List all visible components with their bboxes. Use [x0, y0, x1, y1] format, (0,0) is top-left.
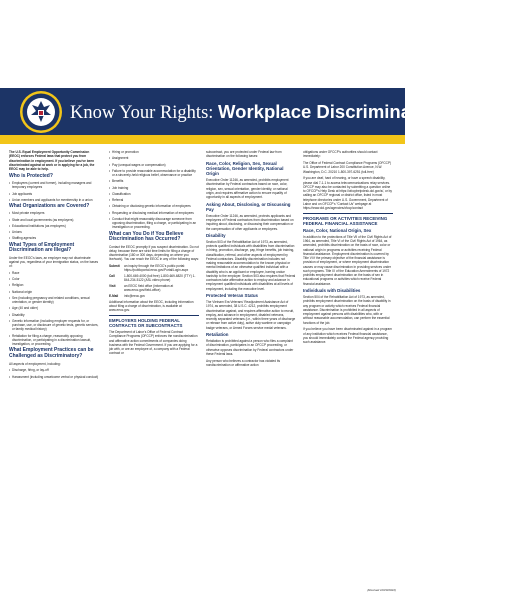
contact-value: 1-800-669-4000 (toll free) 1-800-669-6820 (TTY) 1-844-234-5122 (ASL video phone) — [124, 274, 196, 283]
contact-label: Visit — [109, 284, 116, 289]
disability-text: Section 503 of the Rehabilitation Act of 1973, as amended, protects qualified individuals with disabilities from discrimination in hiring, promotion, discharge, pay, fringe benefits, job training, classification, referral, and other aspects of employment by Federal contractors. Disability discrimination includes not making reasonable accommodation to the known physical or mental limitations of an otherwise qualified individual with a disability who is an applicant or employee, barring undue hardship to the employer. Section 503 also requires that Federal contractors take affirmative action to employ and advance in employment qualified individuals with disabilities at all levels of employment, including the executive level. — [206, 239, 296, 291]
column-3 — [206, 150, 296, 592]
page-title — [70, 96, 523, 128]
contact-label: E-Mail — [109, 294, 119, 299]
heading-federal-assistance: PROGRAMS OR ACTIVITIES RECEIVING FEDERAL FINANCIAL ASSISTANCE — [303, 215, 388, 226]
contact-label: Submit — [109, 264, 120, 269]
list-item: • Most private employers — [9, 211, 99, 215]
contact-label: Call — [109, 274, 115, 279]
list-item: • Discharge, firing, or lay-off — [9, 368, 99, 372]
relay-services-text: If you are deaf, hard of hearing, or have a speech disability, please dial 7-1-1 to access telecommunications relay services. OFCCP may also be contacted by submitting a question online to OFCCP's Help Desk at https://ofccphelpdesk.dol.gov/s/, or by calling an OFCCP regional or district office, listed in most telephone directories under U.S. Government, Department of Labor and on OFCCP's "Contact Us" webpage at https://www.dol.gov/agencies/ofccp/contact — [303, 176, 392, 210]
contact-email[interactable] — [109, 294, 199, 298]
title-prefix: Know Your Rights: — [70, 103, 214, 123]
section-divider — [303, 213, 393, 214]
heading-disability: Disability — [206, 233, 226, 239]
column-1 — [9, 150, 99, 592]
protected-list — [9, 181, 99, 202]
heading-federal-contracts: EMPLOYERS HOLDING FEDERAL CONTRACTS OR SUBCONTRACTS — [109, 318, 183, 329]
column-4 — [303, 150, 393, 592]
list-item: • Classification — [109, 192, 199, 196]
section-divider — [109, 315, 199, 316]
list-item: • Age (40 and older) — [9, 306, 99, 310]
ofccp-intro-text: The Department of Labor's Office of Federal Contract Compliance Programs (OFCCP) enforces the nondiscrimination and affirmative action commitments of companies doing business with the Federal Government. If you are applying for a job with, or are an employee of, a company with a Federal contract or — [109, 330, 198, 356]
heading-types-discrimination: What Types of Employment Discrimination are Illegal? — [9, 241, 75, 254]
title-vi-text: In addition to the protections of Title VII of the Civil Rights Act of 1964, as amended, Title VI of the Civil Rights Act of 1964, as amended, prohibits discrimination on the basis of race, color or national origin in programs or activities receiving Federal financial assistance. Employment discrimination is covered by Title VI if the primary objective of the financial assistance is provision of employment, or where employment discrimination causes or may cause discrimination in providing services under such programs. Title IX of the Education Amendments of 1972 prohibits employment discrimination on the basis of sex in educational programs or activities which receive Federal financial assistance. — [303, 234, 392, 286]
poster-top-whitespace — [0, 0, 405, 88]
list-item: • Sex (including pregnancy and related conditions, sexual orientation, or gender identity) — [9, 296, 99, 305]
list-item: • Unions — [9, 230, 99, 234]
list-item: • State and local governments (as employers) — [9, 218, 99, 222]
contact-submit[interactable] — [109, 264, 199, 273]
list-item: • Race — [9, 271, 99, 275]
list-item: • Staffing agencies — [9, 236, 99, 240]
list-item: • Disability — [9, 313, 99, 317]
list-item: • Job training — [109, 186, 199, 190]
practices-intro: All aspects of employment, including: — [9, 361, 61, 366]
heading-race-color-religion: Race, Color, Religion, Sex, Sexual Orientation, Gender Identity, National Origin — [206, 161, 284, 177]
heading-what-can-you-do: What can You Do if You Believe Discrimination has Occurred? — [109, 230, 184, 243]
contract-intro-text: subcontract, you are protected under Federal law from discrimination on the following bases: — [206, 150, 282, 159]
federal-assistance-contact-text: If you believe you have been discriminated against in a program of any institution which receives Federal financial assistance, you should immediately contact the Federal agency providing such assistance. — [303, 327, 392, 345]
list-item: • National origin — [9, 290, 99, 294]
eo-11246-text: Executive Order 11246, as amended, prohibits employment discrimination by Federal contractors based on race, color, religion, sex, sexual orientation, gender identity, or national origin, and requires affirmative action to ensure equality of opportunity in all aspects of employment. — [206, 178, 289, 200]
heading-race-color-national-origin-sex: Race, Color, National Origin, Sex — [303, 228, 372, 234]
section-504-text: Section 504 of the Rehabilitation Act of 1973, as amended, prohibits employment discrimination on the basis of disability in any program or activity which receives Federal financial assistance. Discrimination is prohibited in all aspects of employment against persons with disabilities who, with or without reasonable accommodation, can perform the essential functions of the job. — [303, 295, 391, 325]
list-item: • Failure to provide reasonable accommodation for a disability or a sincerely-held religious belief, observance or practice — [109, 169, 199, 178]
pay-text: Executive Order 11246, as amended, protects applicants and employees of Federal contractors from discrimination based on inquiring about, disclosing, or discussing their compensation or the compensation of other applicants or employees. — [206, 213, 294, 231]
ofccp-contact-intro: obligations under OFCCP's authorities should contact immediately: — [303, 150, 378, 159]
list-item: • Assignment — [109, 156, 199, 160]
ofccp-address: The Office of Federal Contract Compliance Programs (OFCCP) U.S. Department of Labor 200 Constitution Avenue, N.W. Washington, D.C. 20210 1-800-397-6251 (toll-free) — [303, 161, 392, 174]
title-main: Workplace Discrimination is Illegal — [218, 101, 523, 122]
list-item: • Hiring or promotion — [109, 150, 199, 154]
contact-visit[interactable] — [109, 284, 199, 293]
list-item: • Retaliation for filing a charge, reasonably opposing discrimination, or participating in a discrimination lawsuit, investigation, or proceeding. — [9, 334, 99, 347]
contact-value[interactable]: an EEOC field office (information at www.eeoc.gov/field-office) — [124, 284, 174, 293]
list-item: • Union members and applicants for membership in a union — [9, 198, 99, 202]
revised-date: (Revised 10/20/2022) — [367, 588, 396, 592]
list-item: • Conduct that might reasonably discourage someone from opposing discrimination, filing a charge, or participating in an investigation or proceeding. — [109, 217, 199, 230]
list-item: • Referral — [109, 198, 199, 202]
heading-who-protected: Who is Protected? — [9, 172, 53, 179]
heading-orgs-covered: What Organizations are Covered? — [9, 203, 90, 210]
practices-list-continued — [109, 150, 199, 230]
heading-pay: Asking About, Disclosing, or Discussing Pay — [206, 201, 291, 213]
contact-eeoc-text: Contact the EEOC promptly if you suspect discrimination. Do not delay, because there are strict time limits for filing a charge of discrimination (180 or 300 days, depending on where you live/work). You can reach the EEOC in any of the following ways: — [109, 244, 199, 262]
list-item: • Genetic information (including employer requests for, or purchase, use, or disclosure of genetic tests, genetic services, or family medical history) — [9, 319, 99, 332]
contractor-violation-text: Any person who believes a contractor has violated its nondiscrimination or affirmative action — [206, 358, 281, 367]
contact-value[interactable]: an inquiry through the EEOC's public portal: https://publicportal.eeoc.gov/Portal/Login.aspx — [124, 264, 189, 273]
types-intro: Under the EEOC's laws, an employer may not discriminate against you, regardless of your immigration status, on the bases of: — [9, 255, 99, 269]
list-item: • Requesting or disclosing medical information of employees — [109, 211, 199, 215]
heading-practices: What Employment Practices can be Challenged as Discriminatory? — [9, 347, 94, 360]
heading-veteran-status: Protected Veteran Status — [206, 293, 258, 299]
list-item: • Employees (current and former), including managers and temporary employees — [9, 181, 99, 190]
retaliation-text: Retaliation is prohibited against a person who files a complaint of discrimination, participates in an OFCCP proceeding, or otherwise opposes discrimination by Federal contractors under these Federal laws. — [206, 339, 294, 356]
column-2 — [109, 150, 199, 592]
list-item: • Benefits — [109, 179, 199, 183]
contact-value[interactable]: info@eeoc.gov — [124, 294, 145, 299]
list-item: • Color — [9, 277, 99, 281]
list-item: • Religion — [9, 283, 99, 287]
title-banner-stripe — [0, 135, 405, 144]
list-item: • Pay (unequal wages or compensation) — [109, 163, 199, 167]
list-item: • Obtaining or disclosing genetic information of employees — [109, 204, 199, 208]
contact-call — [109, 274, 199, 283]
veteran-text: The Vietnam Era Veterans' Readjustment Assistance Act of 1974, as amended, 38 U.S.C. 4212, prohibits employment discrimination against, and requires affirmative action to recruit, employ, and advance in employment, disabled veterans, recently separated veterans (i.e., within three years of discharge or release from active duty), active duty wartime or campaign badge veterans, or Armed Forces service medal veterans. — [206, 300, 296, 330]
list-item: • Educational institutions (as employers) — [9, 224, 99, 228]
list-item: • Harassment (including unwelcome verbal or physical conduct) — [9, 375, 99, 379]
heading-retaliation: Retaliation — [206, 332, 229, 338]
eeoc-seal-icon — [19, 90, 63, 134]
types-list — [9, 271, 99, 347]
heading-individuals-disabilities: Individuals with Disabilities — [303, 288, 361, 294]
practices-list — [9, 368, 99, 379]
additional-info-text: Additional information about the EEOC, including information about filing a charge of discrimination, is available at www.eeoc.gov. — [109, 299, 194, 313]
intro-text: The U.S. Equal Employment Opportunity Commission (EEOC) enforces Federal laws that protect you from discrimination in employment. If you believe you've been discriminated against at work or in applying for a job, the EEOC may be able to help. — [9, 150, 95, 171]
orgs-list — [9, 211, 99, 240]
list-item: • Job applicants — [9, 192, 99, 196]
